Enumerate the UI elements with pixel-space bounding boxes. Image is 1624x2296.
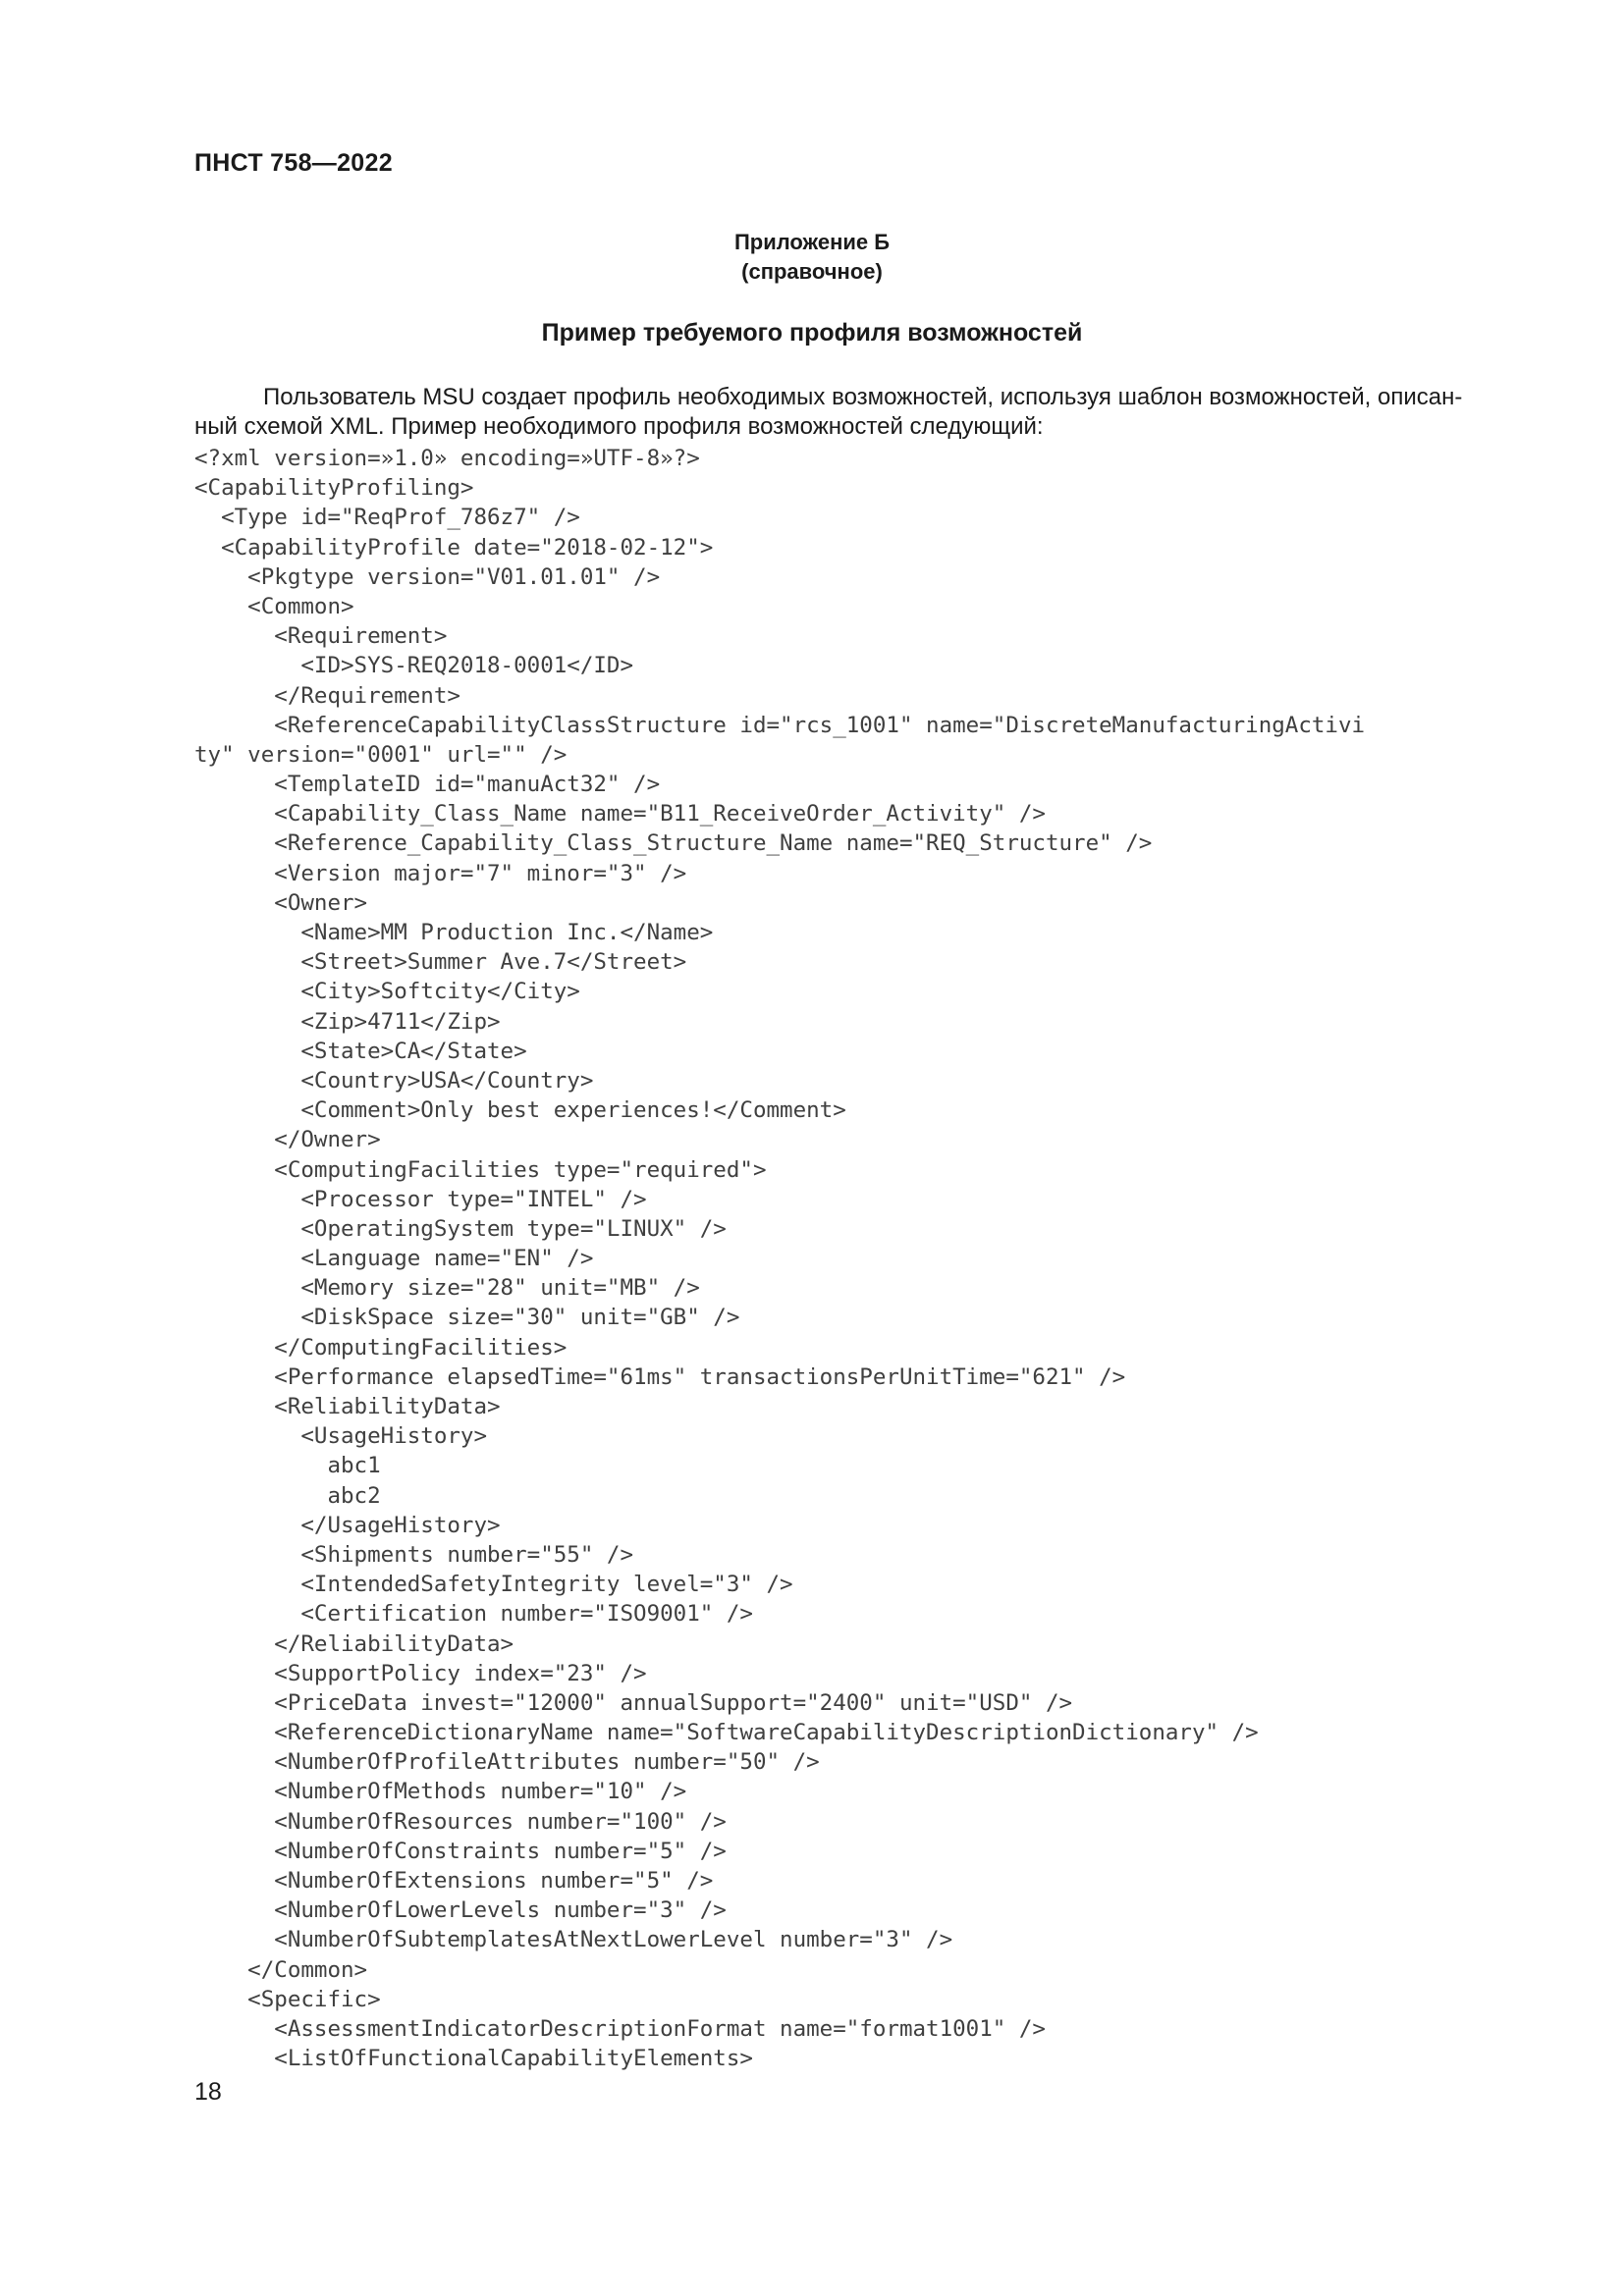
code-line: <Version major="7" minor="3" /> bbox=[194, 860, 687, 886]
code-line: <NumberOfLowerLevels number="3" /> bbox=[194, 1897, 727, 1924]
annex-heading bbox=[0, 228, 1624, 287]
code-line: <SupportPolicy index="23" /> bbox=[194, 1660, 647, 1686]
code-line: <ID>SYS-REQ2018-0001</ID> bbox=[194, 653, 634, 679]
code-line: </ComputingFacilities> bbox=[194, 1334, 568, 1361]
code-line: <Certification number="ISO9001" /> bbox=[194, 1601, 753, 1628]
intro-paragraph bbox=[194, 383, 1510, 442]
intro-line-2: ный схемой XML. Пример необходимого профиля возможностей следующий: bbox=[194, 413, 1044, 440]
code-line: <Performance elapsedTime="61ms" transactionsPerUnitTime="621" /> bbox=[194, 1363, 1126, 1390]
code-line: <Comment>Only best experiences!</Comment> bbox=[194, 1097, 846, 1124]
code-line: <IntendedSafetyIntegrity level="3" /> bbox=[194, 1572, 793, 1598]
code-line: <PriceData invest="12000" annualSupport="2400" unit="USD" /> bbox=[194, 1689, 1073, 1716]
code-line: abc2 bbox=[194, 1482, 381, 1509]
code-line: <Specific> bbox=[194, 1986, 381, 2012]
code-line: <ListOfFunctionalCapabilityElements> bbox=[194, 2046, 753, 2072]
code-line: <Shipments number="55" /> bbox=[194, 1541, 634, 1568]
code-line: <Country>USA</Country> bbox=[194, 1067, 594, 1094]
code-line: <NumberOfSubtemplatesAtNextLowerLevel number="3" /> bbox=[194, 1927, 953, 1953]
code-line: <State>CA</State> bbox=[194, 1038, 527, 1064]
document-code: ПНСТ 758—2022 bbox=[194, 149, 393, 177]
code-line: </Common> bbox=[194, 1956, 368, 1983]
code-line: <NumberOfExtensions number="5" /> bbox=[194, 1868, 714, 1894]
code-line: <Requirement> bbox=[194, 623, 448, 650]
code-line: <Name>MM Production Inc.</Name> bbox=[194, 920, 714, 945]
code-line: <NumberOfConstraints number="5" /> bbox=[194, 1838, 727, 1864]
code-line: <Capability_Class_Name name="B11_ReceiveOrder_Activity" /> bbox=[194, 801, 1046, 828]
annex-title: Пример требуемого профиля возможностей bbox=[541, 319, 1083, 347]
code-line: <ReliabilityData> bbox=[194, 1394, 501, 1419]
code-line: </UsageHistory> bbox=[194, 1512, 501, 1538]
code-line: </Requirement> bbox=[194, 682, 460, 709]
code-line: <Owner> bbox=[194, 889, 368, 916]
code-line: <ReferenceCapabilityClassStructure id="rcs_1001" name="DiscreteManufacturingActivi bbox=[194, 712, 1366, 738]
code-line: <TemplateID id="manuAct32" /> bbox=[194, 772, 661, 798]
annex-label: Приложение Б bbox=[733, 230, 891, 254]
code-line: <Pkgtype version="V01.01.01" /> bbox=[194, 563, 661, 590]
code-line: <Language name="EN" /> bbox=[194, 1246, 594, 1272]
code-line: <NumberOfMethods number="10" /> bbox=[194, 1779, 687, 1805]
code-line: <?xml version=»1.0» encoding=»UTF-8»?> bbox=[194, 446, 700, 471]
xml-code-block bbox=[194, 444, 1365, 2073]
code-line: <Memory size="28" unit="MB" /> bbox=[194, 1275, 700, 1302]
code-line: <Zip>4711</Zip> bbox=[194, 1008, 501, 1035]
code-line: <Type id="ReqProf_786z7" /> bbox=[194, 505, 580, 531]
code-line: <NumberOfResources number="100" /> bbox=[194, 1808, 727, 1835]
code-line: <Common> bbox=[194, 593, 354, 619]
intro-line-1: Пользователь MSU создает профиль необходимых возможностей, используя шаблон возможностей, описан- bbox=[263, 384, 1463, 410]
code-line: <DiskSpace size="30" unit="GB" /> bbox=[194, 1305, 740, 1331]
code-line: <CapabilityProfile date="2018-02-12"> bbox=[194, 534, 714, 561]
code-line: <Processor type="INTEL" /> bbox=[194, 1186, 647, 1212]
code-line: </ReliabilityData> bbox=[194, 1630, 514, 1657]
annex-type: (справочное) bbox=[741, 259, 883, 284]
code-line: <AssessmentIndicatorDescriptionFormat name="format1001" /> bbox=[194, 2015, 1046, 2042]
code-line: abc1 bbox=[194, 1453, 381, 1479]
code-line: <OperatingSystem type="LINUX" /> bbox=[194, 1215, 727, 1242]
code-line: ty" version="0001" url="" /> bbox=[194, 741, 568, 768]
code-line: <ComputingFacilities type="required"> bbox=[194, 1156, 767, 1183]
code-line: <NumberOfProfileAttributes number="50" /> bbox=[194, 1749, 820, 1776]
code-line: <City>Softcity</City> bbox=[194, 979, 580, 1005]
code-line: </Owner> bbox=[194, 1127, 381, 1153]
page-number: 18 bbox=[194, 2078, 222, 2106]
code-line: <Reference_Capability_Class_Structure_Name name="REQ_Structure" /> bbox=[194, 830, 1153, 857]
code-line: <Street>Summer Ave.7</Street> bbox=[194, 949, 687, 976]
code-line: <CapabilityProfiling> bbox=[194, 475, 474, 502]
code-line: <ReferenceDictionaryName name="SoftwareCapabilityDescriptionDictionary" /> bbox=[194, 1720, 1259, 1746]
code-line: <UsageHistory> bbox=[194, 1423, 488, 1450]
